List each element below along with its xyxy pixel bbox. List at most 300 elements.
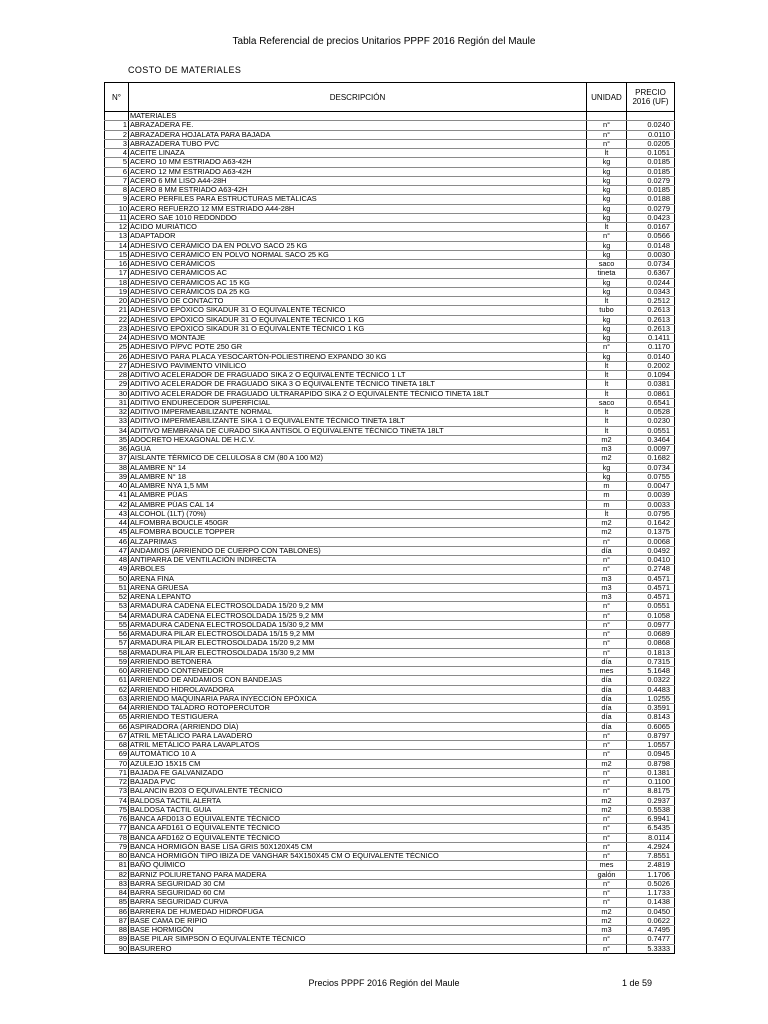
row-unit: n° bbox=[587, 537, 627, 546]
row-unit: m3 bbox=[587, 574, 627, 583]
row-number: 19 bbox=[105, 287, 129, 296]
row-description: AZULEJO 15X15 CM bbox=[129, 759, 587, 768]
row-price: 0.2613 bbox=[627, 324, 675, 333]
row-unit: kg bbox=[587, 324, 627, 333]
table-row bbox=[105, 898, 675, 907]
table-row bbox=[105, 944, 675, 953]
table-row bbox=[105, 907, 675, 916]
row-number: 5 bbox=[105, 158, 129, 167]
row-unit: kg bbox=[587, 463, 627, 472]
table-row bbox=[105, 639, 675, 648]
table-row bbox=[105, 389, 675, 398]
row-description: BALDOSA TACTIL ALERTA bbox=[129, 796, 587, 805]
table-row bbox=[105, 574, 675, 583]
row-description: ARMADURA PILAR ELECTROSOLDADA 15/20 9,2 MM bbox=[129, 639, 587, 648]
row-unit: n° bbox=[587, 630, 627, 639]
row-unit: kg bbox=[587, 287, 627, 296]
row-description: ADOCRETO HEXAGONAL DE H.C.V. bbox=[129, 435, 587, 444]
row-number: 75 bbox=[105, 805, 129, 814]
row-number: 14 bbox=[105, 241, 129, 250]
row-number: 66 bbox=[105, 722, 129, 731]
row-number: 34 bbox=[105, 426, 129, 435]
row-price: 0.0492 bbox=[627, 546, 675, 555]
row-unit: mes bbox=[587, 861, 627, 870]
table-row bbox=[105, 463, 675, 472]
row-price: 0.0410 bbox=[627, 556, 675, 565]
row-description: ARMADURA PILAR ELECTROSOLDADA 15/15 9,2 MM bbox=[129, 630, 587, 639]
row-unit: día bbox=[587, 722, 627, 731]
table-row bbox=[105, 213, 675, 222]
row-price: 0.8798 bbox=[627, 759, 675, 768]
row-price: 0.8797 bbox=[627, 731, 675, 740]
row-unit: día bbox=[587, 704, 627, 713]
row-description: ANDAMIOS (ARRIENDO DE CUERPO CON TABLONES) bbox=[129, 546, 587, 555]
table-row bbox=[105, 509, 675, 518]
section-title: COSTO DE MATERIALES bbox=[128, 65, 242, 75]
row-description: BARRERA DE HUMEDAD HIDRÓFUGA bbox=[129, 907, 587, 916]
row-price: 0.5026 bbox=[627, 879, 675, 888]
row-unit: lt bbox=[587, 426, 627, 435]
row-unit: n° bbox=[587, 620, 627, 629]
row-description: ARRIENDO TALADRO ROTOPERCUTOR bbox=[129, 704, 587, 713]
row-price: 4.2924 bbox=[627, 842, 675, 851]
footer-text: Precios PPPF 2016 Región del Maule bbox=[308, 978, 460, 988]
row-description: ALFOMBRA BOUCLE TOPPER bbox=[129, 528, 587, 537]
row-description: ACERO REFUERZO 12 MM ESTRIADO A44-28H bbox=[129, 204, 587, 213]
table-row bbox=[105, 768, 675, 777]
table-row bbox=[105, 195, 675, 204]
row-unit: m2 bbox=[587, 907, 627, 916]
row-description: ARRIENDO CONTENEDOR bbox=[129, 667, 587, 676]
row-price: 0.2613 bbox=[627, 315, 675, 324]
row-description: ADHESIVO PARA PLACA YESOCARTÓN-POLIESTIRENO EXPANDO 30 KG bbox=[129, 352, 587, 361]
table-row bbox=[105, 630, 675, 639]
table-row bbox=[105, 176, 675, 185]
row-price: 1.1733 bbox=[627, 889, 675, 898]
table-row bbox=[105, 685, 675, 694]
row-unit: m bbox=[587, 500, 627, 509]
table-row bbox=[105, 870, 675, 879]
row-price: 0.0868 bbox=[627, 639, 675, 648]
row-unit: saco bbox=[587, 398, 627, 407]
table-row bbox=[105, 731, 675, 740]
row-number: 33 bbox=[105, 417, 129, 426]
row-number: 8 bbox=[105, 186, 129, 195]
table-row bbox=[105, 602, 675, 611]
row-unit: n° bbox=[587, 750, 627, 759]
row-price: 0.1058 bbox=[627, 611, 675, 620]
table-row bbox=[105, 334, 675, 343]
row-unit: kg bbox=[587, 167, 627, 176]
row-description: ABRAZADERA FE. bbox=[129, 121, 587, 130]
row-price: 0.0185 bbox=[627, 186, 675, 195]
table-row bbox=[105, 796, 675, 805]
row-description: ACERO 10 MM ESTRIADO A63-42H bbox=[129, 158, 587, 167]
row-price: 0.1381 bbox=[627, 768, 675, 777]
table-row bbox=[105, 667, 675, 676]
row-description: ACEITE LINAZA bbox=[129, 149, 587, 158]
row-price: 0.0185 bbox=[627, 167, 675, 176]
row-number: 37 bbox=[105, 454, 129, 463]
row-description: ARENA LEPANTO bbox=[129, 593, 587, 602]
row-description: ARRIENDO TESTIGUERA bbox=[129, 713, 587, 722]
table-row bbox=[105, 343, 675, 352]
table-row bbox=[105, 445, 675, 454]
row-price: 0.2002 bbox=[627, 361, 675, 370]
table-row bbox=[105, 287, 675, 296]
row-unit: n° bbox=[587, 815, 627, 824]
column-header-price: PRECIO 2016 (UF) bbox=[627, 83, 675, 112]
row-unit: n° bbox=[587, 768, 627, 777]
row-price: 0.0185 bbox=[627, 158, 675, 167]
row-number: 26 bbox=[105, 352, 129, 361]
column-header-number: N° bbox=[105, 83, 129, 112]
row-description: ATRIL METÁLICO PARA LAVADERO bbox=[129, 731, 587, 740]
table-row bbox=[105, 380, 675, 389]
row-description: ABRAZADERA TUBO PVC bbox=[129, 139, 587, 148]
table-row bbox=[105, 546, 675, 555]
row-price: 6.9941 bbox=[627, 815, 675, 824]
row-description: ALAMBRE PÚAS CAL 14 bbox=[129, 500, 587, 509]
row-unit: n° bbox=[587, 889, 627, 898]
table-row bbox=[105, 500, 675, 509]
row-unit: día bbox=[587, 713, 627, 722]
row-price: 0.0381 bbox=[627, 380, 675, 389]
row-description: ALFOMBRA BOUCLE 450GR bbox=[129, 519, 587, 528]
row-number: 25 bbox=[105, 343, 129, 352]
row-price: 5.1648 bbox=[627, 667, 675, 676]
table-row bbox=[105, 926, 675, 935]
row-unit: n° bbox=[587, 898, 627, 907]
row-price: 0.1051 bbox=[627, 149, 675, 158]
row-number: 39 bbox=[105, 472, 129, 481]
table-row bbox=[105, 278, 675, 287]
row-description: ADHESIVO CERÁMICOS bbox=[129, 260, 587, 269]
table-row bbox=[105, 704, 675, 713]
row-price: 0.0734 bbox=[627, 463, 675, 472]
row-number: 38 bbox=[105, 463, 129, 472]
row-description: ATRIL METÁLICO PARA LAVAPLATOS bbox=[129, 741, 587, 750]
row-unit: m3 bbox=[587, 583, 627, 592]
row-unit: m2 bbox=[587, 528, 627, 537]
row-number: 74 bbox=[105, 796, 129, 805]
row-number: 51 bbox=[105, 583, 129, 592]
row-description: ARMADURA PILAR ELECTROSOLDADA 15/30 9,2 MM bbox=[129, 648, 587, 657]
row-price: 0.6367 bbox=[627, 269, 675, 278]
row-unit: kg bbox=[587, 213, 627, 222]
table-row bbox=[105, 833, 675, 842]
row-number: 29 bbox=[105, 380, 129, 389]
row-unit: m2 bbox=[587, 805, 627, 814]
row-price: 0.4571 bbox=[627, 593, 675, 602]
row-number: 9 bbox=[105, 195, 129, 204]
row-description: ARRIENDO DE ANDAMIOS CON BANDEJAS bbox=[129, 676, 587, 685]
row-number: 30 bbox=[105, 389, 129, 398]
row-unit: kg bbox=[587, 250, 627, 259]
row-description: ADITIVO ACELERADOR DE FRAGUADO SIKA 2 O EQUIVALENTE TÉCNICO 1 LT bbox=[129, 371, 587, 380]
row-number: 62 bbox=[105, 685, 129, 694]
row-description: ADHESIVO CERÁMICOS DA 25 KG bbox=[129, 287, 587, 296]
row-number: 45 bbox=[105, 528, 129, 537]
row-unit: m2 bbox=[587, 435, 627, 444]
row-number: 80 bbox=[105, 852, 129, 861]
table-row bbox=[105, 306, 675, 315]
row-number: 50 bbox=[105, 574, 129, 583]
row-number: 84 bbox=[105, 889, 129, 898]
row-number: 20 bbox=[105, 297, 129, 306]
row-unit: tubo bbox=[587, 306, 627, 315]
row-number: 79 bbox=[105, 842, 129, 851]
row-price: 1.0557 bbox=[627, 741, 675, 750]
row-price: 0.1100 bbox=[627, 778, 675, 787]
row-price: 0.0551 bbox=[627, 602, 675, 611]
row-unit: kg bbox=[587, 315, 627, 324]
row-description: BALANCIN B203 O EQUIVALENTE TÉCNICO bbox=[129, 787, 587, 796]
row-price: 0.2512 bbox=[627, 297, 675, 306]
row-price: 0.4571 bbox=[627, 583, 675, 592]
table-row bbox=[105, 297, 675, 306]
row-unit: día bbox=[587, 546, 627, 555]
row-number: 43 bbox=[105, 509, 129, 518]
row-number: 2 bbox=[105, 130, 129, 139]
row-description: ABRAZADERA HOJALATA PARA BAJADA bbox=[129, 130, 587, 139]
row-price: 0.0945 bbox=[627, 750, 675, 759]
row-price: 0.0343 bbox=[627, 287, 675, 296]
row-price: 0.1813 bbox=[627, 648, 675, 657]
row-number: 32 bbox=[105, 408, 129, 417]
table-row bbox=[105, 750, 675, 759]
table-row bbox=[105, 556, 675, 565]
table-row bbox=[105, 324, 675, 333]
row-description: BARRA SEGURIDAD 60 CM bbox=[129, 889, 587, 898]
table-row bbox=[105, 583, 675, 592]
table-row bbox=[105, 657, 675, 666]
row-description: ADHESIVO EPÓXICO SIKADUR 31 O EQUIVALENTE TÉCNICO 1 KG bbox=[129, 315, 587, 324]
row-description: ARMADURA CADENA ELECTROSOLDADA 15/30 9,2 MM bbox=[129, 620, 587, 629]
row-number: 90 bbox=[105, 944, 129, 953]
row-description: ARRIENDO MAQUINARIA PARA INYECCIÓN EPÓXICA bbox=[129, 694, 587, 703]
row-unit: lt bbox=[587, 408, 627, 417]
row-number: 64 bbox=[105, 704, 129, 713]
table-row bbox=[105, 260, 675, 269]
row-number: 15 bbox=[105, 250, 129, 259]
row-number: 55 bbox=[105, 620, 129, 629]
row-unit: mes bbox=[587, 667, 627, 676]
row-description: ALCOHOL (1LT) (70%) bbox=[129, 509, 587, 518]
row-price: 0.0140 bbox=[627, 352, 675, 361]
row-number: 42 bbox=[105, 500, 129, 509]
row-number: 82 bbox=[105, 870, 129, 879]
row-price: 0.7477 bbox=[627, 935, 675, 944]
row-number: 10 bbox=[105, 204, 129, 213]
row-price: 0.0734 bbox=[627, 260, 675, 269]
row-number: 77 bbox=[105, 824, 129, 833]
row-description: ARMADURA CADENA ELECTROSOLDADA 15/25 9,2 MM bbox=[129, 611, 587, 620]
row-price: 0.0230 bbox=[627, 417, 675, 426]
row-price: 0.1411 bbox=[627, 334, 675, 343]
table-row bbox=[105, 676, 675, 685]
row-number: 88 bbox=[105, 926, 129, 935]
row-price: 0.0861 bbox=[627, 389, 675, 398]
table-row bbox=[105, 435, 675, 444]
row-price: 4.7495 bbox=[627, 926, 675, 935]
row-number: 89 bbox=[105, 935, 129, 944]
row-price: 0.0566 bbox=[627, 232, 675, 241]
row-number: 68 bbox=[105, 741, 129, 750]
row-description: AUTOMÁTICO 10 A bbox=[129, 750, 587, 759]
row-number: 18 bbox=[105, 278, 129, 287]
row-unit: kg bbox=[587, 204, 627, 213]
row-price: 0.0622 bbox=[627, 916, 675, 925]
table-row bbox=[105, 852, 675, 861]
table-row bbox=[105, 204, 675, 213]
row-unit: n° bbox=[587, 565, 627, 574]
row-price: 0.0755 bbox=[627, 472, 675, 481]
row-number: 69 bbox=[105, 750, 129, 759]
row-price: 0.3591 bbox=[627, 704, 675, 713]
table-row bbox=[105, 824, 675, 833]
row-number: 83 bbox=[105, 879, 129, 888]
row-price: 1.1706 bbox=[627, 870, 675, 879]
row-description: ARENA GRUESA bbox=[129, 583, 587, 592]
row-unit: tineta bbox=[587, 269, 627, 278]
row-description: ACERO PERFILES PARA ESTRUCTURAS METÁLICAS bbox=[129, 195, 587, 204]
row-description: ALAMBRE NYA 1,5 MM bbox=[129, 482, 587, 491]
row-unit: n° bbox=[587, 824, 627, 833]
row-number: 27 bbox=[105, 361, 129, 370]
table-row bbox=[105, 565, 675, 574]
row-price: 0.0450 bbox=[627, 907, 675, 916]
row-price: 0.7315 bbox=[627, 657, 675, 666]
row-unit: lt bbox=[587, 509, 627, 518]
row-unit: m2 bbox=[587, 916, 627, 925]
page-number: 1 de 59 bbox=[621, 978, 652, 988]
row-description: BARRA SEGURIDAD 30 CM bbox=[129, 879, 587, 888]
row-price: 8.0114 bbox=[627, 833, 675, 842]
row-unit: m3 bbox=[587, 593, 627, 602]
row-unit: n° bbox=[587, 778, 627, 787]
row-price: 0.2748 bbox=[627, 565, 675, 574]
table-row bbox=[105, 167, 675, 176]
row-unit: m3 bbox=[587, 926, 627, 935]
table-row bbox=[105, 158, 675, 167]
row-number: 41 bbox=[105, 491, 129, 500]
row-unit: kg bbox=[587, 241, 627, 250]
row-unit: n° bbox=[587, 556, 627, 565]
row-number: 23 bbox=[105, 324, 129, 333]
row-unit: kg bbox=[587, 176, 627, 185]
row-price: 0.0030 bbox=[627, 250, 675, 259]
row-number: 78 bbox=[105, 833, 129, 842]
row-description: ARMADURA CADENA ELECTROSOLDADA 15/20 9,2 MM bbox=[129, 602, 587, 611]
row-number: 72 bbox=[105, 778, 129, 787]
row-number: 24 bbox=[105, 334, 129, 343]
row-unit: n° bbox=[587, 842, 627, 851]
row-unit: lt bbox=[587, 223, 627, 232]
table-row bbox=[105, 519, 675, 528]
row-unit: m bbox=[587, 482, 627, 491]
row-description: BANCA HORMIGÓN TIPO IBIZA DE VANGHAR 54X150X45 CM O EQUIVALENTE TÉCNICO bbox=[129, 852, 587, 861]
row-unit: galón bbox=[587, 870, 627, 879]
row-number: 58 bbox=[105, 648, 129, 657]
row-description: ADITIVO IMPERMEABILIZANTE NORMAL bbox=[129, 408, 587, 417]
row-unit: kg bbox=[587, 472, 627, 481]
row-description: BAJADA FE GALVANIZADO bbox=[129, 768, 587, 777]
row-number: 73 bbox=[105, 787, 129, 796]
row-number: 56 bbox=[105, 630, 129, 639]
table-row bbox=[105, 232, 675, 241]
table-row bbox=[105, 861, 675, 870]
row-price: 0.0244 bbox=[627, 278, 675, 287]
table-row bbox=[105, 759, 675, 768]
row-price: 0.0047 bbox=[627, 482, 675, 491]
row-description: ASPIRADORA (ARRIENDO DÍA) bbox=[129, 722, 587, 731]
row-unit: kg bbox=[587, 334, 627, 343]
table-row bbox=[105, 417, 675, 426]
table-row bbox=[105, 722, 675, 731]
row-price: 0.1682 bbox=[627, 454, 675, 463]
table-row bbox=[105, 149, 675, 158]
row-unit: m2 bbox=[587, 454, 627, 463]
row-description: AGUA bbox=[129, 445, 587, 454]
row-description: BANCA HORMIGÓN BASE LISA GRIS 50X120X45 CM bbox=[129, 842, 587, 851]
row-number: 46 bbox=[105, 537, 129, 546]
row-number: 21 bbox=[105, 306, 129, 315]
row-price: 5.3333 bbox=[627, 944, 675, 953]
table-row bbox=[105, 741, 675, 750]
row-price: 0.0240 bbox=[627, 121, 675, 130]
row-description: ÁCIDO MURIÁTICO bbox=[129, 223, 587, 232]
row-number: 13 bbox=[105, 232, 129, 241]
row-number: 12 bbox=[105, 223, 129, 232]
row-description: ACERO 6 MM LISO A44-28H bbox=[129, 176, 587, 185]
row-unit: kg bbox=[587, 186, 627, 195]
row-description: BAJADA PVC bbox=[129, 778, 587, 787]
row-price: 0.0423 bbox=[627, 213, 675, 222]
table-row bbox=[105, 648, 675, 657]
row-unit: n° bbox=[587, 130, 627, 139]
column-header-description: DESCRIPCIÓN bbox=[129, 83, 587, 112]
row-number: 52 bbox=[105, 593, 129, 602]
row-unit: n° bbox=[587, 944, 627, 953]
table-row bbox=[105, 778, 675, 787]
row-number: 67 bbox=[105, 731, 129, 740]
row-price: 0.0551 bbox=[627, 426, 675, 435]
table-row bbox=[105, 491, 675, 500]
table-row bbox=[105, 269, 675, 278]
row-number: 85 bbox=[105, 898, 129, 907]
row-description: ALAMBRE N° 18 bbox=[129, 472, 587, 481]
row-price: 0.0279 bbox=[627, 204, 675, 213]
row-number: 76 bbox=[105, 815, 129, 824]
row-unit: n° bbox=[587, 639, 627, 648]
row-price: 0.6065 bbox=[627, 722, 675, 731]
row-description: ADHESIVO P/PVC POTE 250 GR bbox=[129, 343, 587, 352]
row-description: ADHESIVO CERÁMICOS AC bbox=[129, 269, 587, 278]
row-description: BANCA AFD161 O EQUIVALENTE TÉCNICO bbox=[129, 824, 587, 833]
row-price: 0.0167 bbox=[627, 223, 675, 232]
row-description: ACERO 8 MM ESTRIADO A63-42H bbox=[129, 186, 587, 195]
row-description: ALAMBRE PÚAS bbox=[129, 491, 587, 500]
row-unit: n° bbox=[587, 139, 627, 148]
row-price: 0.4483 bbox=[627, 685, 675, 694]
row-number: 49 bbox=[105, 565, 129, 574]
row-unit: n° bbox=[587, 787, 627, 796]
row-price: 0.0322 bbox=[627, 676, 675, 685]
row-description: BASE HORMIGÓN bbox=[129, 926, 587, 935]
row-price: 0.0148 bbox=[627, 241, 675, 250]
row-number: 22 bbox=[105, 315, 129, 324]
